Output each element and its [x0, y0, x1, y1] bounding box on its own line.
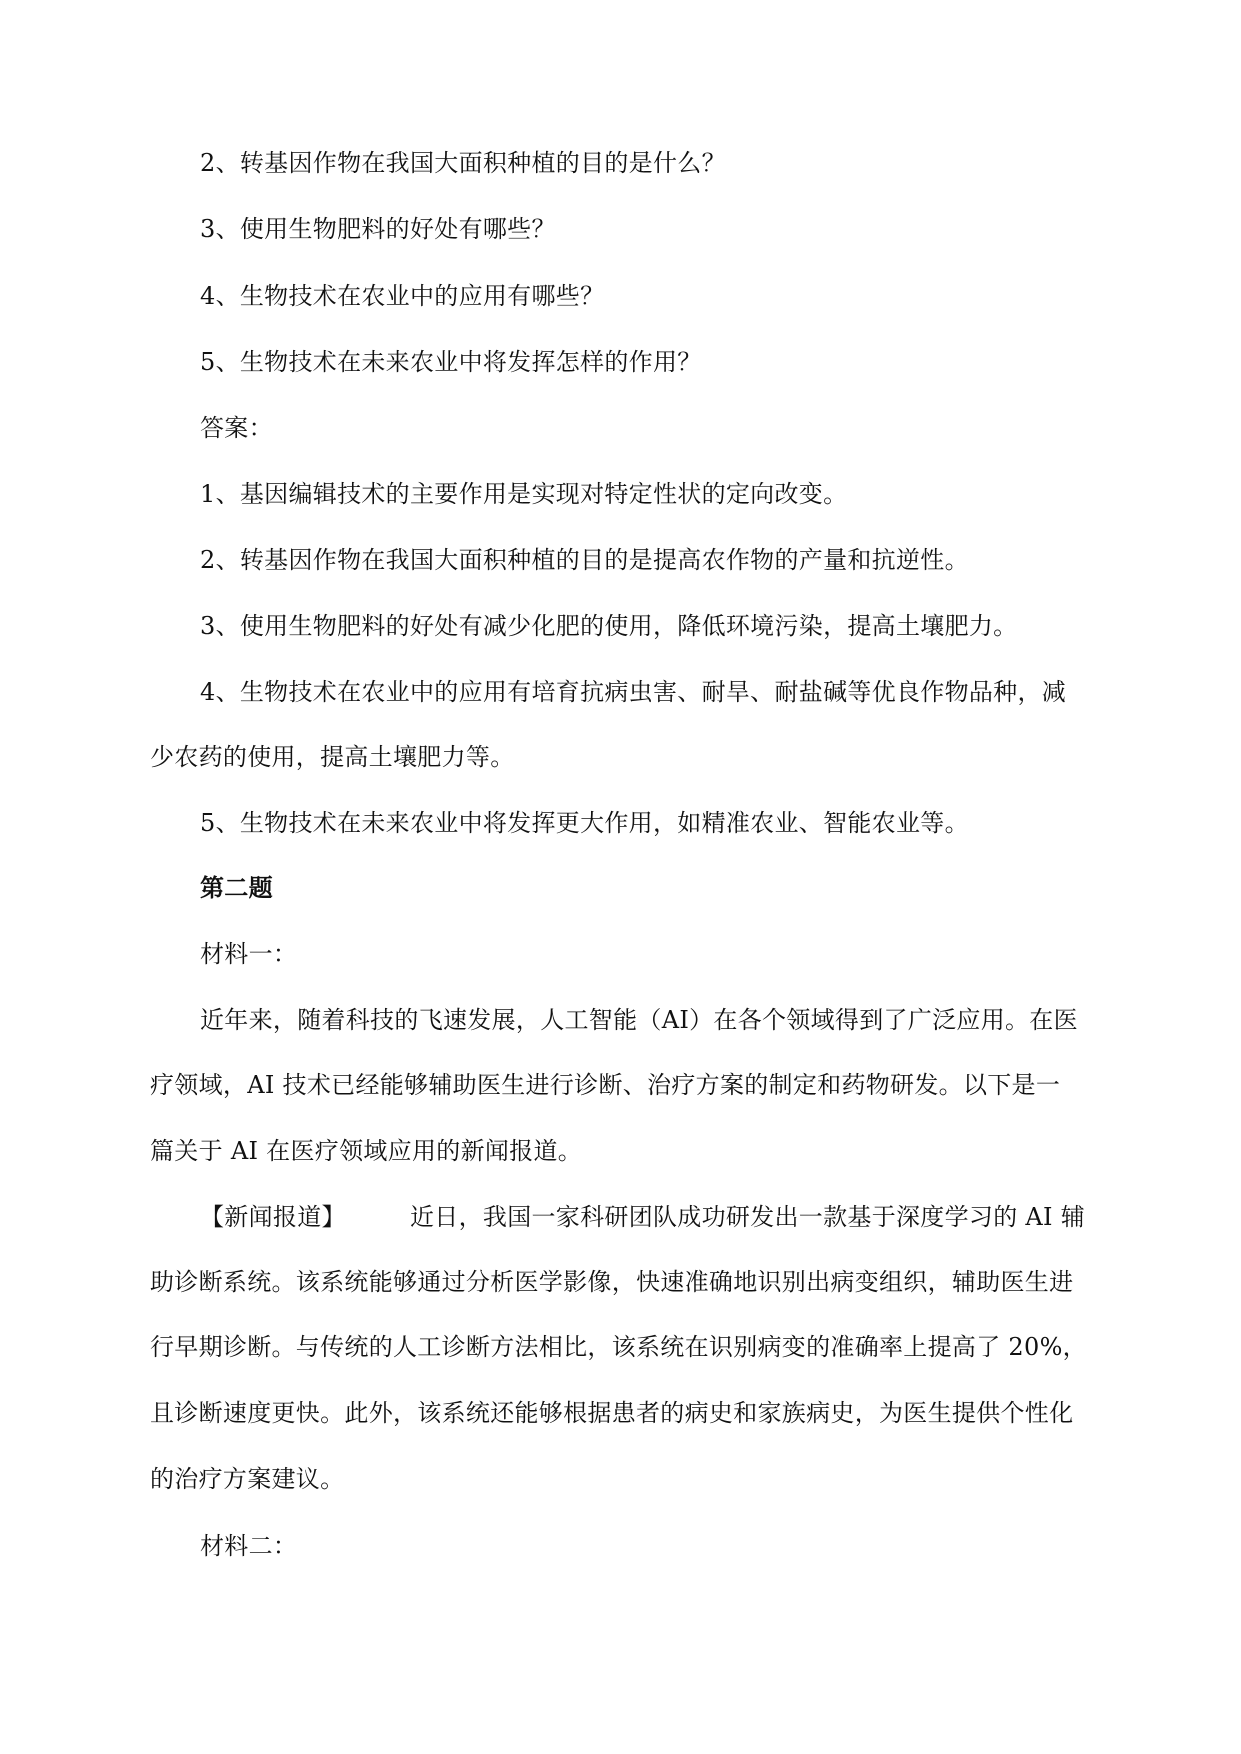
answer-1: 1、基因编辑技术的主要作用是实现对特定性状的定向改变。 — [200, 480, 848, 508]
intro-line-1: 近年来，随着科技的飞速发展，人工智能（AI）在各个领域得到了广泛应用。在医 — [200, 1006, 1078, 1034]
answer-3: 3、使用生物肥料的好处有减少化肥的使用，降低环境污染，提高土壤肥力。 — [200, 612, 1018, 640]
answer-4-line-1: 4、生物技术在农业中的应用有培育抗病虫害、耐旱、耐盐碱等优良作物品种，减 — [200, 678, 1067, 706]
question-2: 2、转基因作物在我国大面积种植的目的是什么？ — [200, 149, 726, 177]
answer-label: 答案： — [200, 414, 273, 442]
answer-4-line-2: 少农药的使用，提高土壤肥力等。 — [150, 743, 515, 771]
question-3: 3、使用生物肥料的好处有哪些？ — [200, 215, 556, 243]
news-line-5: 的治疗方案建议。 — [150, 1465, 345, 1493]
material-2-label: 材料二： — [200, 1532, 298, 1560]
news-line-2: 助诊断系统。该系统能够通过分析医学影像，快速准确地识别出病变组织，辅助医生进 — [150, 1268, 1074, 1296]
news-line-4: 且诊断速度更快。此外，该系统还能够根据患者的病史和家族病史，为医生提供个性化 — [150, 1399, 1074, 1427]
question-5: 5、生物技术在未来农业中将发挥怎样的作用？ — [200, 348, 702, 376]
news-line-3: 行早期诊断。与传统的人工诊断方法相比，该系统在识别病变的准确率上提高了 20%， — [150, 1333, 1087, 1361]
material-1-label: 材料一： — [200, 940, 298, 968]
answer-5: 5、生物技术在未来农业中将发挥更大作用，如精准农业、智能农业等。 — [200, 809, 969, 837]
intro-line-2: 疗领域，AI 技术已经能够辅助医生进行诊断、治疗方案的制定和药物研发。以下是一 — [150, 1071, 1061, 1099]
news-line-1: 近日，我国一家科研团队成功研发出一款基于深度学习的 AI 辅 — [410, 1203, 1086, 1231]
news-tag: 【新闻报道】 — [200, 1203, 346, 1231]
intro-line-3: 篇关于 AI 在医疗领域应用的新闻报道。 — [150, 1137, 583, 1165]
answer-2: 2、转基因作物在我国大面积种植的目的是提高农作物的产量和抗逆性。 — [200, 546, 969, 574]
section-heading: 第二题 — [200, 873, 273, 902]
question-4: 4、生物技术在农业中的应用有哪些？ — [200, 282, 605, 310]
